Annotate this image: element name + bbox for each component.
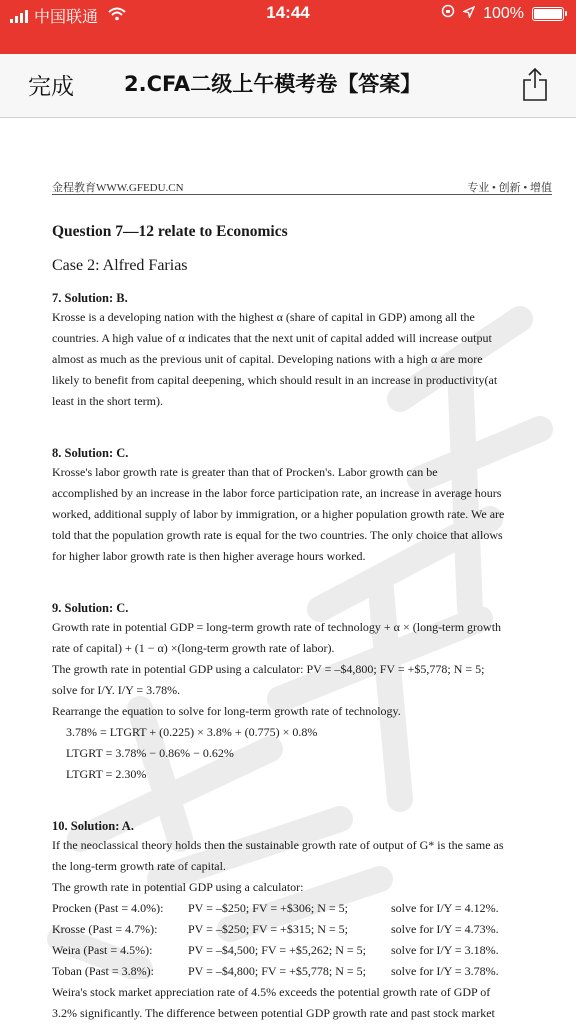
equation-line: LTGRT = 3.78% − 0.86% − 0.62% — [66, 746, 234, 760]
share-icon[interactable] — [522, 66, 548, 102]
header-slogan: 专业 • 创新 • 增值 — [467, 182, 552, 194]
calc-result: solve for I/Y = 3.78%. — [391, 964, 499, 978]
calc-row — [52, 898, 552, 919]
carrier-label: 中国联通 — [34, 9, 99, 26]
text-line: countries. A high value of α indicates that the next unit of capital added will increase output — [52, 331, 492, 345]
text-line: solve for I/Y. I/Y = 3.78%. — [52, 683, 181, 697]
solution-heading: 10. Solution: A. — [52, 819, 134, 833]
country-label: Krosse (Past = 4.7%): — [52, 922, 158, 936]
status-bar — [0, 0, 576, 54]
solution-heading: 8. Solution: C. — [52, 446, 129, 460]
battery-icon — [532, 7, 564, 21]
calc-result: solve for I/Y = 4.73%. — [391, 922, 499, 936]
nav-bar — [0, 54, 576, 118]
battery-percent: 100% — [483, 4, 524, 22]
document-title: 2.CFA二级上午模考卷【答案】 — [124, 72, 422, 96]
text-line: Rearrange the equation to solve for long-term growth rate of technology. — [52, 704, 401, 718]
text-line: the long-term growth rate of capital. — [52, 859, 226, 873]
text-line: Krosse's labor growth rate is greater than that of Procken's. Labor growth can be — [52, 465, 438, 479]
done-button[interactable]: 完成 — [28, 74, 74, 100]
text-line: Growth rate in potential GDP = long-term growth rate of technology + α × (long-term growth — [52, 620, 502, 634]
text-line: almost as much as the previous unit of capital. Developing nations with a high α are more — [52, 352, 483, 366]
solution-heading: 9. Solution: C. — [52, 601, 129, 615]
text-line: The growth rate in potential GDP using a calculator: PV = –$4,800; FV = +$5,778; N = 5; — [52, 662, 485, 676]
case-title: Case 2: Alfred Farias — [52, 257, 188, 274]
text-line: 3.2% significantly. The difference between potential GDP growth rate and past stock market — [52, 1006, 495, 1020]
text-line: accomplished by an increase in the labor force participation rate, an increase in average hours — [52, 486, 502, 500]
text-line: least in the short term). — [52, 394, 163, 408]
calc-inputs: PV = –$250; FV = +$306; N = 5; — [188, 901, 348, 915]
text-line: told that the population growth rate is equal for the two countries. The only choice that allows — [52, 528, 503, 542]
country-label: Toban (Past = 3.8%): — [52, 964, 154, 978]
equation-line: 3.78% = LTGRT + (0.225) × 3.8% + (0.775) × 0.8% — [66, 725, 318, 739]
calc-inputs: PV = –$4,800; FV = +$5,778; N = 5; — [188, 964, 366, 978]
calc-row — [52, 919, 552, 940]
country-label: Weira (Past = 4.5%): — [52, 943, 153, 957]
header-site: 金程教育WWW.GFEDU.CN — [52, 182, 184, 194]
calc-row — [52, 961, 552, 982]
document-page[interactable] — [0, 119, 576, 1024]
calc-row — [52, 940, 552, 961]
text-line: rate of capital) + (1 − α) ×(long-term growth rate of labor). — [52, 641, 335, 655]
text-line: Weira's stock market appreciation rate of 4.5% exceeds the potential growth rate of GDP of — [52, 985, 491, 999]
country-label: Procken (Past = 4.0%): — [52, 901, 164, 915]
content — [52, 223, 552, 1024]
calc-result: solve for I/Y = 4.12%. — [391, 901, 499, 915]
text-line: Krosse is a developing nation with the highest α (share of capital in GDP) among all the — [52, 310, 475, 324]
lock-rotation-icon — [441, 4, 455, 23]
calc-result: solve for I/Y = 3.18%. — [391, 943, 499, 957]
calc-inputs: PV = –$4,500; FV = +$5,262; N = 5; — [188, 943, 366, 957]
equation-line: LTGRT = 2.30% — [66, 767, 147, 781]
solution-7 — [52, 289, 552, 412]
text-line: The growth rate in potential GDP using a calculator: — [52, 880, 304, 894]
text-line: likely to benefit from capital deepening, which should result in an increase in productivity(at — [52, 373, 498, 387]
status-right — [441, 4, 564, 23]
text-line: worked, additional supply of labor by immigration, or a higher population growth rate. We are — [52, 507, 505, 521]
solution-9 — [52, 599, 552, 785]
text-line: If the neoclassical theory holds then the sustainable growth rate of output of G* is the same as — [52, 838, 504, 852]
status-time: 14:44 — [266, 3, 310, 22]
solution-10 — [52, 817, 552, 1024]
solution-8 — [52, 444, 552, 567]
calc-inputs: PV = –$250; FV = +$315; N = 5; — [188, 922, 348, 936]
location-icon — [463, 5, 475, 23]
page-header — [52, 179, 552, 195]
question-title: Question 7—12 relate to Economics — [52, 223, 288, 240]
text-line: for higher labor growth rate is then higher average hours worked. — [52, 549, 366, 563]
solution-heading: 7. Solution: B. — [52, 291, 128, 305]
